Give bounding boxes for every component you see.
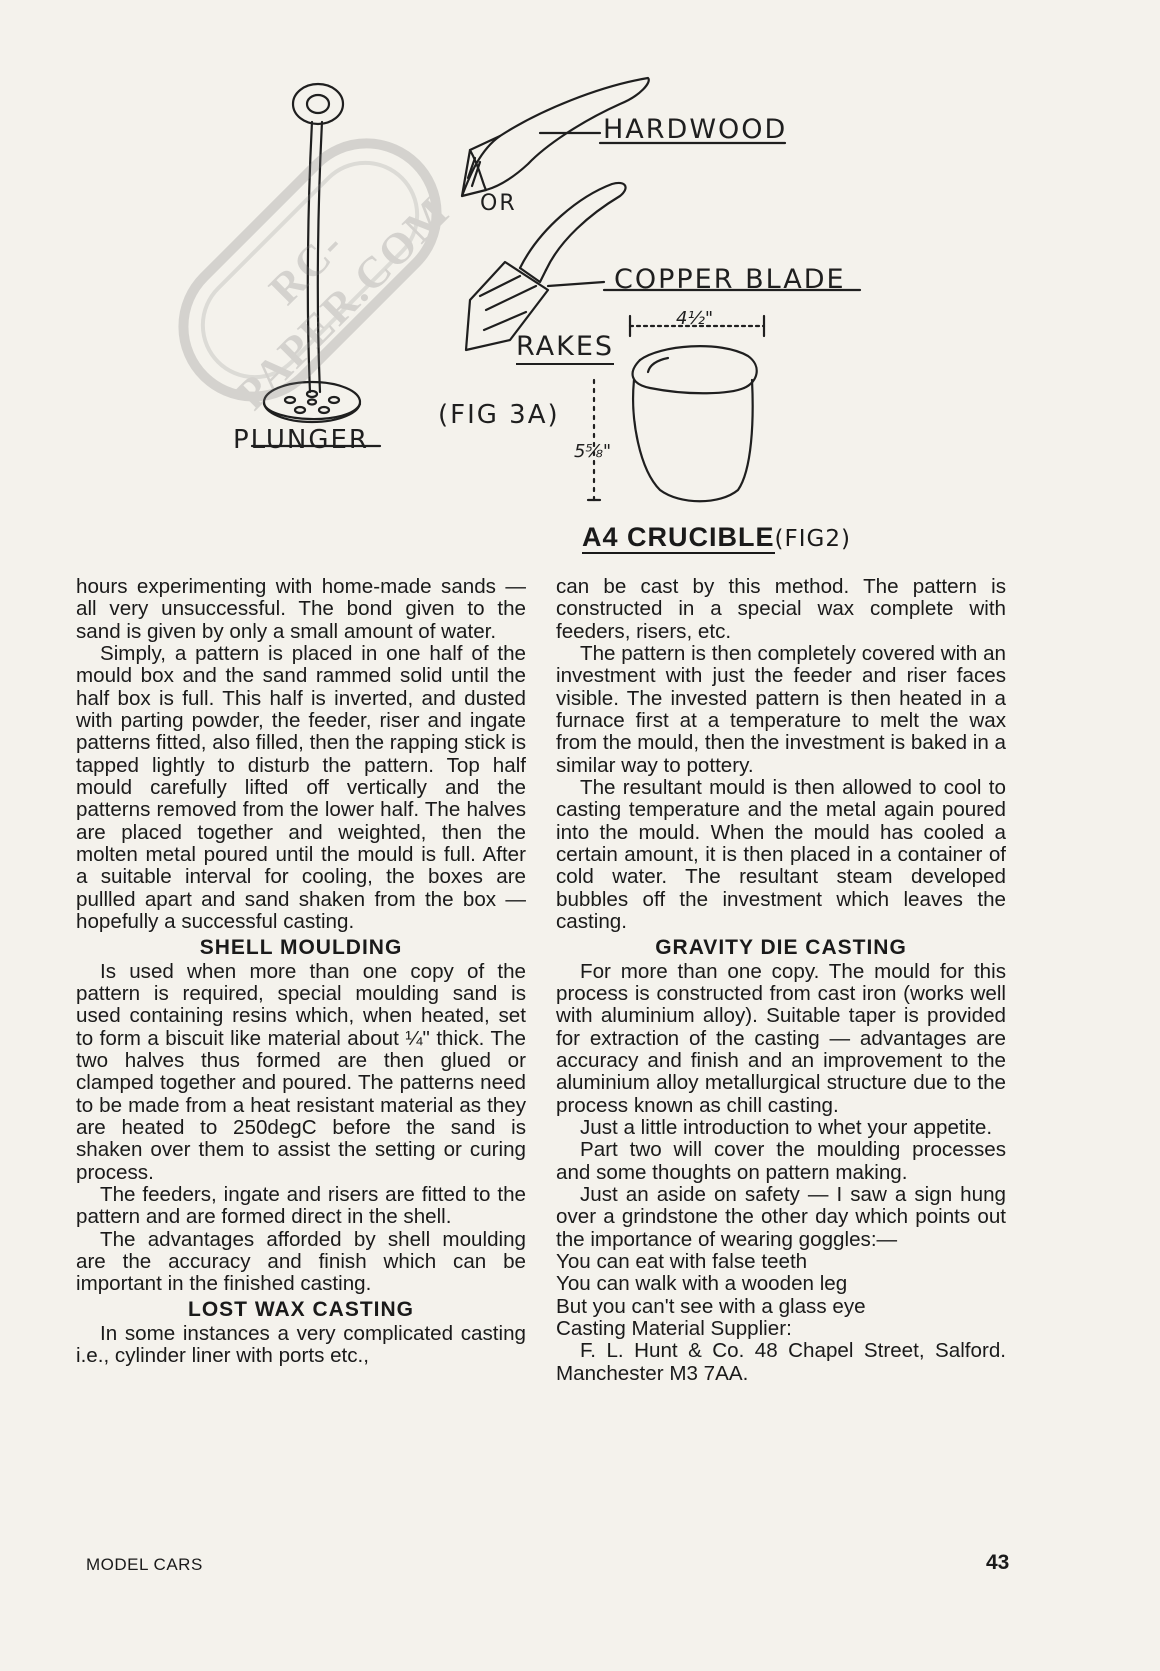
publication-name: MODEL CARS <box>86 1555 203 1574</box>
paragraph: Just a little introduction to whet your appetite. <box>580 1115 993 1139</box>
supplier-heading: Casting Material Supplier: <box>556 1317 792 1340</box>
section-heading-gravity-die-casting: GRAVITY DIE CASTING <box>655 935 907 959</box>
paragraph: The feeders, ingate and risers are fitted to the pattern and are formed direct in the shell. <box>76 1182 526 1229</box>
watermark-text: RC-PAPER.COM <box>226 186 460 420</box>
sign-line: But you can't see with a glass eye <box>556 1294 866 1318</box>
plunger-drawing <box>252 84 380 446</box>
label-copper-blade: COPPER BLADE <box>614 264 846 295</box>
paragraph: Just an aside on safety — I saw a sign hung over a grindstone the other day which points out the importance of wearing goggles:— <box>556 1182 1006 1251</box>
label-or: OR <box>480 191 517 216</box>
label-crucible-width: 4½" <box>676 308 714 329</box>
section-heading-shell-moulding: SHELL MOULDING <box>199 935 403 959</box>
paragraph: The pattern is then completely covered with an investment with just the feeder and riser faces visible. The invested pattern is then heated in a furnace first at a temperature to melt the wax from the mould, then the investment is baked in a similar way to pottery. <box>556 642 1006 777</box>
right-column <box>556 576 1006 1385</box>
sign-line: You can walk with a wooden leg <box>556 1272 848 1296</box>
paragraph: can be cast by this method. The pattern is constructed in a special wax complete with feeders, risers, etc. <box>556 575 1006 643</box>
paragraph: The advantages afforded by shell moulding are the accuracy and finish which can be important in the finished casting. <box>76 1227 526 1296</box>
paragraph: In some instances a very complicated casting i.e., cylinder liner with ports etc., <box>76 1321 526 1367</box>
paragraph: Is used when more than one copy of the pattern is required, special moulding sand is used containing resins which, when heated, set to form a biscuit like material about ¼" thick. The two halves thus formed are then glued or clamped together and poured. The patterns need to be made from a heat resistant material as they are heated to 250degC before the sand is shaken over them to assist the setting or curing process. <box>76 959 526 1184</box>
paragraph: The resultant mould is then allowed to cool to casting temperature and the metal again poured into the mould. When the mould has cooled a certain amount, it is then placed in a container of cold water. The resultant steam developed bubbles off the investment which leaves the casting. <box>556 776 1006 934</box>
label-crucible-height: 5⅝" <box>574 441 612 462</box>
foundry-tools-illustration <box>0 0 1160 580</box>
crucible-caption <box>582 522 851 553</box>
paragraph: hours experimenting with home-made sands — all very unsuccessful. The bond given to the sand is given by only a small amount of water. <box>76 575 526 643</box>
label-plunger: PLUNGER <box>233 425 369 455</box>
label-rakes: RAKES <box>516 331 614 365</box>
paragraph: For more than one copy. The mould for this process is constructed from cast iron (works well with aluminium alloy). Suitable taper is provided for extraction of the casting — advantages are accuracy and finish and an improvement to the aluminium alloy metallurgical structure due to the process known as chill casting. <box>556 959 1006 1117</box>
page-number: 43 <box>986 1551 1010 1574</box>
crucible-drawing <box>588 316 764 501</box>
sign-line: You can eat with false teeth <box>556 1249 808 1273</box>
left-column <box>76 576 526 1367</box>
crucible-caption-title: A4 CRUCIBLE <box>582 522 775 552</box>
section-heading-lost-wax-casting: LOST WAX CASTING <box>188 1297 414 1321</box>
label-fig-3a: (FIG 3A) <box>438 400 560 430</box>
supplier-address: F. L. Hunt & Co. 48 Chapel Street, Salford. Manchester M3 7AA. <box>556 1339 1006 1385</box>
crucible-caption-fig: (FIG2) <box>774 526 851 552</box>
paragraph: Simply, a pattern is placed in one half of the mould box and the sand rammed solid until the half box is full. This half is inverted, and dusted with parting powder, the feeder, riser and ingate patterns fitted, also filled, then the rapping stick is tapped lightly to disturb the pattern. Top half mould carefully lifted off vertically and the patterns removed from the lower half. The halves are placed together and weighted, then the molten metal poured until the mould is full. After a suitable interval for cooling, the boxes are pullled apart and sand shaken from the box — hopefully a successful casting. <box>76 642 526 934</box>
paragraph: Part two will cover the moulding processes and some thoughts on pattern making. <box>556 1138 1006 1184</box>
label-hardwood: HARDWOOD <box>603 114 788 145</box>
tools-drawing <box>0 0 1160 580</box>
